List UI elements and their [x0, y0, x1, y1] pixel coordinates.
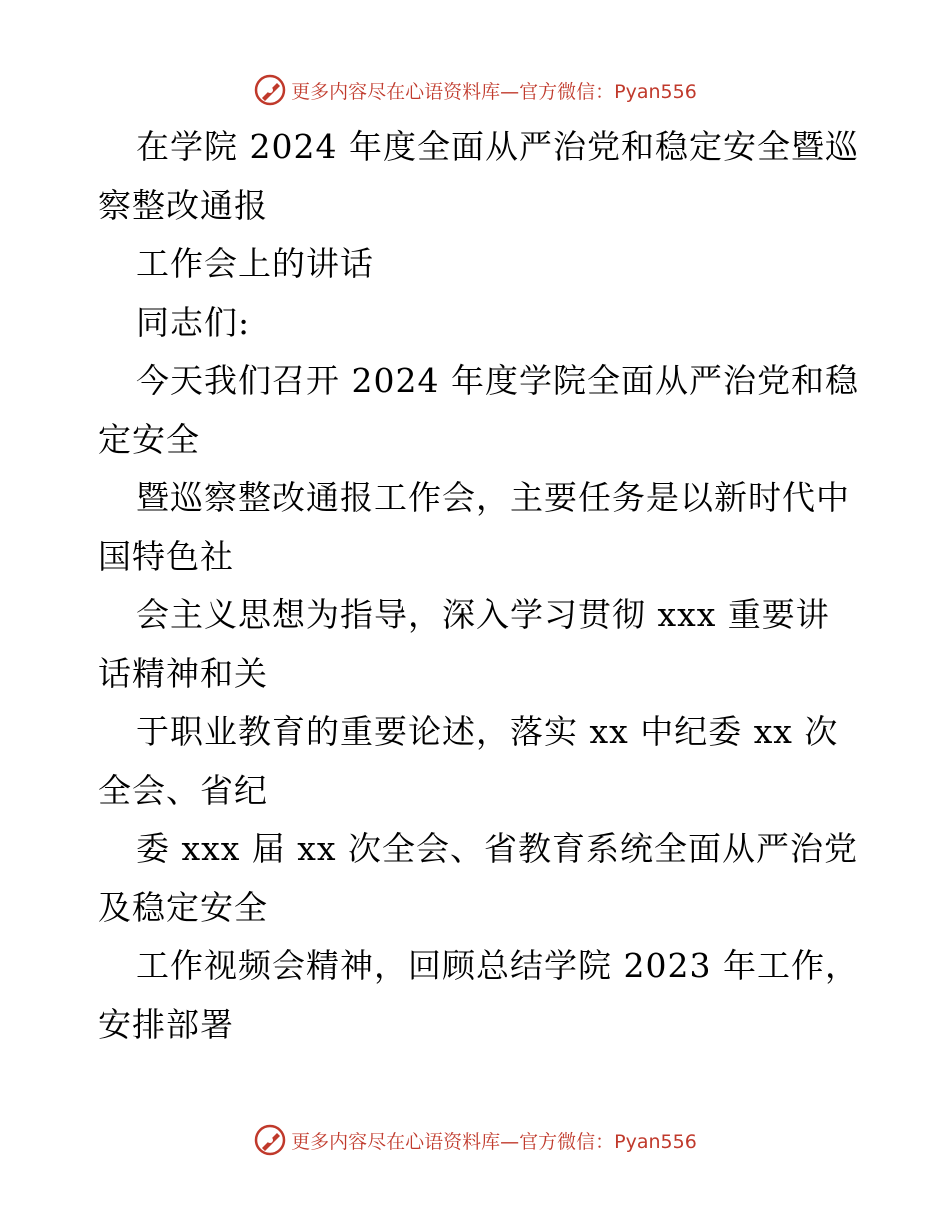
text-line: 于职业教育的重要论述，落实 xx 中纪委 xx 次: [136, 712, 839, 751]
text-line: 同志们:: [136, 302, 251, 342]
text-line: 工作会上的讲话: [136, 244, 374, 283]
document-body: [98, 118, 858, 1054]
pen-logo-icon: [253, 73, 287, 107]
text-line: 委 xxx 届 xx 次全会、省教育系统全面从严治党: [136, 829, 859, 868]
text-line: 国特色社: [98, 536, 234, 576]
text-line: 暨巡察整改通报工作会，主要任务是以新时代中: [136, 478, 850, 517]
footer-banner: [0, 1120, 950, 1160]
banner-wechat: 官方微信：Pyan556: [519, 1130, 697, 1153]
pen-logo-icon: [253, 1123, 287, 1157]
banner-text: [291, 1127, 697, 1154]
text-line: 话精神和关: [98, 653, 268, 693]
banner-site-name: 更多内容尽在心语资料库: [291, 80, 501, 103]
header-banner: [0, 70, 950, 110]
text-line: 会主义思想为指导，深入学习贯彻 xxx 重要讲: [136, 595, 830, 634]
text-line: 察整改通报: [98, 185, 268, 225]
text-line: 在学院 2024 年度全面从严治党和稳定安全暨巡: [136, 127, 859, 166]
banner-site-name: 更多内容尽在心语资料库: [291, 1130, 501, 1153]
text-line: 工作视频会精神，回顾总结学院 2023 年工作，: [136, 946, 859, 985]
text-line: 全会、省纪: [98, 770, 268, 810]
banner-text: [291, 77, 697, 104]
banner-dash: —: [500, 80, 520, 103]
banner-wechat: 官方微信：Pyan556: [519, 80, 697, 103]
text-line: 安排部署: [98, 1004, 234, 1044]
banner-dash: —: [500, 1130, 520, 1153]
text-line: 定安全: [98, 419, 200, 459]
text-line: 及稳定安全: [98, 887, 268, 927]
text-line: 今天我们召开 2024 年度学院全面从严治党和稳: [136, 361, 859, 400]
